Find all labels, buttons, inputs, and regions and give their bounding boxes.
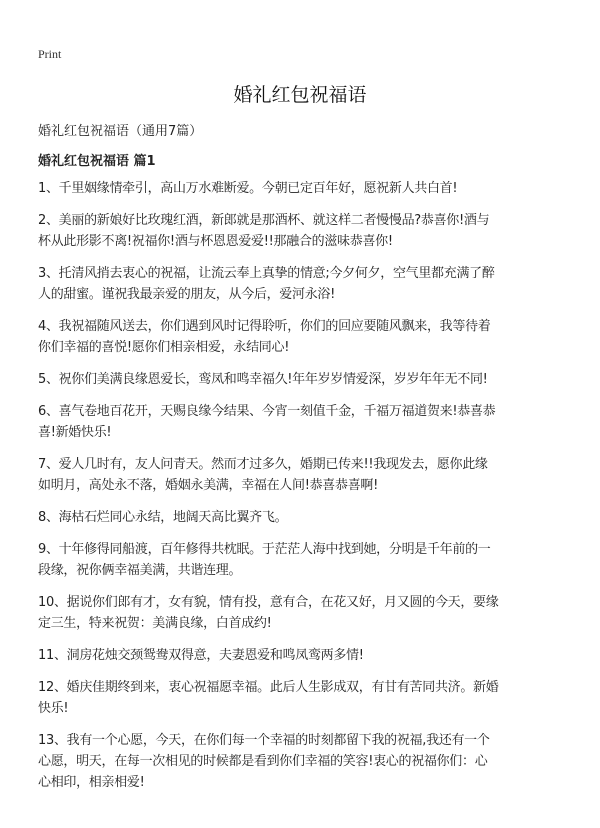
print-link[interactable]: Print	[38, 47, 62, 61]
section-heading: 婚礼红包祝福语 篇1	[38, 154, 156, 169]
paragraph-line: 段缘，祝你俩幸福美满，共谐连理。	[38, 563, 242, 578]
paragraph-line: 1、千里姻缘情牵引，高山万水难断爱。今朝已定百年好，愿祝新人共白首!	[38, 181, 458, 196]
paragraph-line: 4、我祝福随风送去，你们遇到风时记得聆听，你们的回应要随风飘来，我等待着	[38, 319, 491, 334]
paragraph-line: 10、据说你们郎有才，女有貌，情有投，意有合，在花又好，月又圆的今天，要缘	[38, 595, 499, 610]
paragraph-line: 人的甜蜜。谨祝我最亲爱的朋友，从今后，爱河永浴!	[38, 287, 336, 302]
paragraph-line: 7、爱人几时有，友人问青天。然而才过多久，婚期已传来!!我现发去，愿你此缘	[38, 457, 488, 472]
paragraph-line: 2、美丽的新娘好比玫瑰红酒，新郎就是那酒杯、就这样二者慢慢品?恭喜你!酒与	[38, 213, 490, 228]
blessing-paragraph	[38, 677, 578, 719]
paragraph-line: 13、我有一个心愿，今天，在你们每一个幸福的时刻都留下我的祝福,我还有一个	[38, 733, 490, 748]
paragraph-line: 你们幸福的喜悦!愿你们相亲相爱，永结同心!	[38, 340, 290, 355]
blessing-paragraph	[38, 454, 578, 496]
paragraph-line: 11、洞房花烛交颈鸳鸯双得意，夫妻恩爱和鸣凤鸾两多情!	[38, 648, 364, 663]
paragraph-line: 3、托清风捎去衷心的祝福，让流云奉上真挚的情意;今夕何夕，空气里都充满了醉	[38, 266, 495, 281]
blessing-paragraph	[38, 539, 578, 581]
paragraph-line: 5、祝你们美满良缘恩爱长，鸾凤和鸣幸福久!年年岁岁情爱深，岁岁年年无不同!	[38, 372, 488, 387]
blessing-paragraph	[38, 369, 578, 390]
blessing-paragraph	[38, 401, 578, 443]
paragraph-line: 定三生，特来祝贺：美满良缘，白首成约!	[38, 616, 272, 631]
document-subtitle: 婚礼红包祝福语（通用7篇）	[38, 124, 203, 139]
paragraph-line: 12、婚庆佳期终到来，衷心祝福愿幸福。此后人生影成双，有甘有苦同共济。新婚	[38, 680, 499, 695]
paragraph-line: 喜!新婚快乐!	[38, 425, 112, 440]
page-title: 婚礼红包祝福语	[233, 84, 367, 106]
paragraph-line: 9、十年修得同船渡，百年修得共枕眠。于茫茫人海中找到她，分明是千年前的一	[38, 542, 491, 557]
blessing-paragraph	[38, 507, 578, 528]
blessing-paragraph	[38, 178, 578, 199]
paragraph-line: 6、喜气卷地百花开，天赐良缘今结果、今宵一刻值千金，千福万福道贺来!恭喜恭	[38, 404, 496, 419]
paragraph-line: 如明月，高处永不落，婚姻永美满，幸福在人间!恭喜恭喜啊!	[38, 478, 379, 493]
paragraph-line: 杯从此形影不离!祝福你!酒与杯恩恩爱爱!!那融合的滋味恭喜你!	[38, 234, 393, 249]
paragraph-line: 快乐!	[38, 701, 69, 716]
blessing-paragraph	[38, 645, 578, 666]
paragraph-line: 8、海枯石烂同心永结，地阔天高比翼齐飞。	[38, 510, 288, 525]
paragraph-line: 心相印，相亲相爱!	[38, 775, 145, 790]
blessing-paragraph	[38, 592, 578, 634]
document-body	[38, 178, 578, 804]
blessing-paragraph	[38, 210, 578, 252]
paragraph-line: 心愿，明天，在每一次相见的时候都是看到你们幸福的笑容!衷心的祝福你们：心	[38, 754, 488, 769]
blessing-paragraph	[38, 730, 578, 793]
blessing-paragraph	[38, 263, 578, 305]
blessing-paragraph	[38, 316, 578, 358]
